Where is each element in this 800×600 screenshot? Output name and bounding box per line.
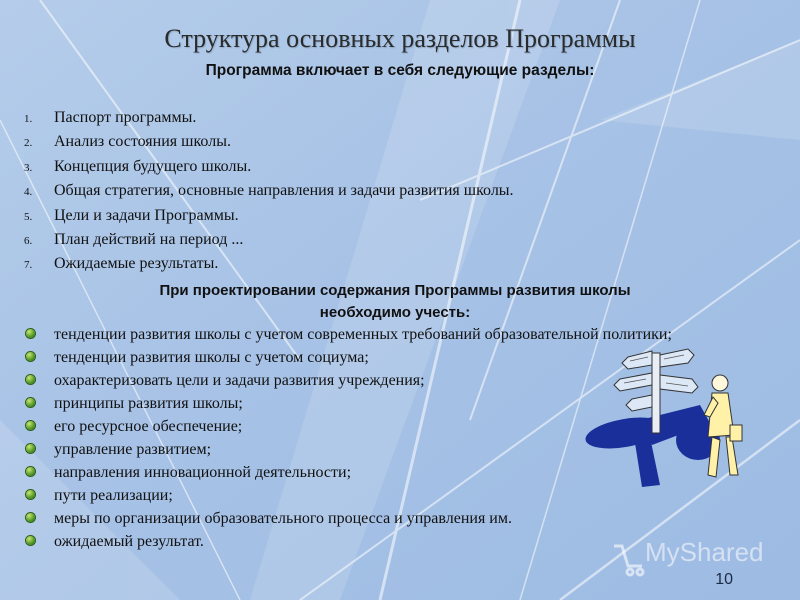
list-item-text: направления инновационной деятельности; <box>54 464 352 482</box>
list-item <box>24 486 614 505</box>
slide-title: Структура основных разделов Программы <box>164 24 636 53</box>
watermark-text: MyShared <box>645 537 764 567</box>
green-sphere-bullet-icon <box>26 329 35 338</box>
list-item <box>24 182 724 206</box>
list-item-text: меры по организации образовательного процесса и управления им. <box>54 510 512 528</box>
list-item-text: План действий на период ... <box>54 230 244 248</box>
list-item <box>24 440 614 459</box>
signpost-person-icon <box>580 345 760 490</box>
green-sphere-bullet-icon <box>26 490 35 499</box>
list-item-text: Концепция будущего школы. <box>54 157 252 175</box>
page-number: 10 <box>715 571 733 588</box>
list-item-text: принципы развития школы; <box>54 395 243 413</box>
list-item <box>24 109 724 133</box>
list-item <box>24 463 614 482</box>
list-item <box>24 348 614 367</box>
list-item-text: управление развитием; <box>54 441 212 459</box>
list-item-text: пути реализации; <box>54 487 173 505</box>
list-item-text: тенденции развития школы с учетом социума; <box>54 349 369 367</box>
list-item <box>24 509 754 528</box>
list-item-number: 4. <box>24 186 33 199</box>
list-item <box>24 158 724 182</box>
green-sphere-bullet-icon <box>26 421 35 430</box>
list-item-text: его ресурсное обеспечение; <box>54 418 243 436</box>
list-item <box>24 255 724 279</box>
list-item-text: Ожидаемые результаты. <box>54 255 219 273</box>
green-sphere-bullet-icon <box>26 352 35 361</box>
list-item-text: Общая стратегия, основные направления и задачи развития школы. <box>54 182 514 200</box>
list-item-text: охарактеризовать цели и задачи развития учреждения; <box>54 372 425 390</box>
list-item-text: ожидаемый результат. <box>54 533 204 551</box>
green-sphere-bullet-icon <box>26 513 35 522</box>
list-item-text: тенденции развития школы с учетом современных требований образовательной политики; <box>54 326 672 343</box>
list-item-number: 3. <box>24 161 33 174</box>
list-item <box>24 325 754 344</box>
list-item <box>24 133 724 157</box>
list-item-number: 2. <box>24 137 33 150</box>
list-item-text: Паспорт программы. <box>54 109 197 126</box>
list-item-number: 7. <box>24 259 33 272</box>
list-item-number: 6. <box>24 234 33 247</box>
design-heading <box>0 280 790 324</box>
slide-subtitle: Программа включает в себя следующие разделы: <box>205 62 595 79</box>
green-sphere-bullet-icon <box>26 375 35 384</box>
list-item <box>24 231 724 255</box>
list-item <box>24 207 724 231</box>
list-item-number: 1. <box>24 113 33 125</box>
green-sphere-bullet-icon <box>26 398 35 407</box>
design-heading-line1: При проектировании содержания Программы развития школы <box>159 282 631 299</box>
sections-list <box>24 109 724 280</box>
green-sphere-bullet-icon <box>26 536 35 545</box>
list-item-text: Цели и задачи Программы. <box>54 206 239 224</box>
green-sphere-bullet-icon <box>26 444 35 453</box>
design-heading-line2: необходимо учесть: <box>319 304 471 321</box>
list-item <box>24 417 614 436</box>
list-item-number: 5. <box>24 210 33 223</box>
green-sphere-bullet-icon <box>26 467 35 476</box>
list-item <box>24 371 614 390</box>
list-item-text: Анализ состояния школы. <box>54 133 231 151</box>
list-item <box>24 394 614 413</box>
